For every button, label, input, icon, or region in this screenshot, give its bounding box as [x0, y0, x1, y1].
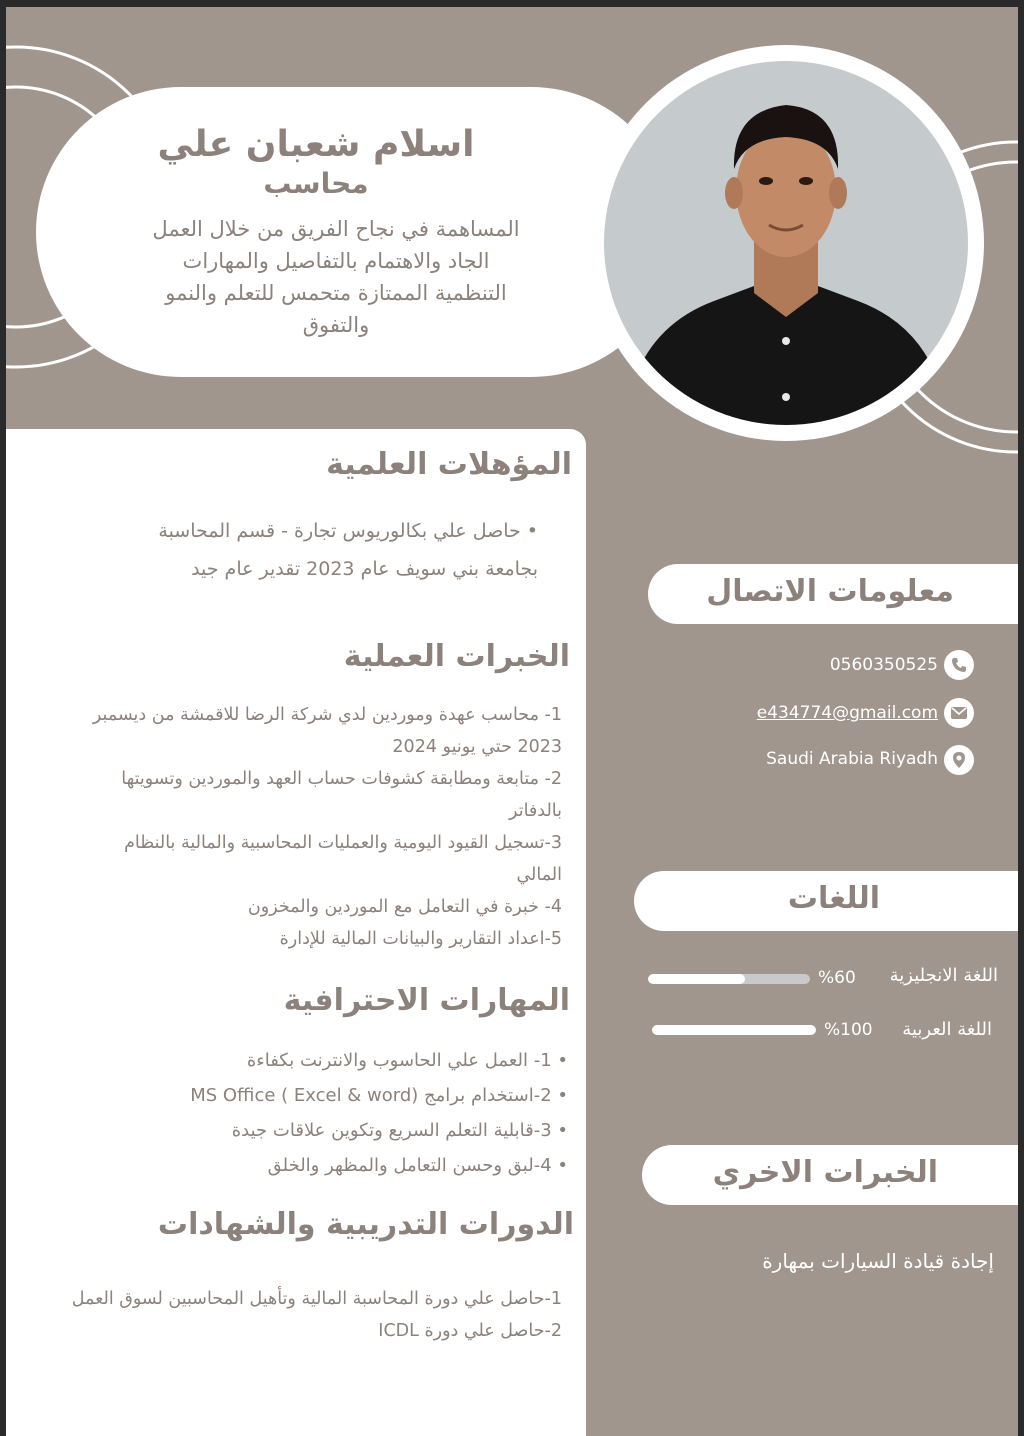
- education-line: بجامعة بني سويف عام 2023 تقدير عام جيد: [191, 558, 538, 580]
- skill-item: • 3-قابلية التعلم السريع وتكوين علاقات جيدة: [231, 1120, 568, 1141]
- email-link[interactable]: e434774@gmail.com: [756, 703, 938, 723]
- education-text: [158, 512, 538, 588]
- experience-line: 2023 حتي يونيو 2024: [392, 737, 562, 757]
- resume-page: [6, 7, 1018, 1436]
- experience-line: 4- خبرة في التعامل مع الموردين والمخزون: [247, 897, 562, 917]
- phone-icon: [944, 650, 974, 680]
- phone-number[interactable]: 0560350525: [829, 655, 938, 675]
- course-line: 2-حاصل علي دورة ICDL: [378, 1321, 562, 1341]
- other-experience-header: [642, 1145, 1018, 1205]
- experience-line: المالي: [516, 865, 562, 885]
- experience-title: الخبرات العملية: [343, 639, 570, 674]
- courses-title: الدورات التدريبية والشهادات: [157, 1207, 574, 1242]
- contact-header: [648, 564, 1018, 624]
- education-title: المؤهلات العلمية: [326, 447, 572, 482]
- skill-item: • 1- العمل علي الحاسوب والانترنت بكفاءة: [246, 1050, 568, 1071]
- skill-item: • 2-استخدام برامج (MS Office ( Excel & word: [190, 1085, 568, 1106]
- skills-title: المهارات الاحترافية: [283, 983, 570, 1018]
- courses-list: [72, 1283, 562, 1347]
- languages-header: [634, 871, 1018, 931]
- skill-item: • 4-لبق وحسن التعامل والمظهر والخلق: [267, 1155, 568, 1176]
- language-label-arabic: اللغة العربية: [902, 1019, 992, 1040]
- contact-title: معلومات الاتصال: [706, 574, 954, 609]
- experience-line: 5-اعداد التقارير والبيانات المالية للإدارة: [279, 929, 562, 949]
- experience-line: 3-تسجيل القيود اليومية والعمليات المحاسبية والمالية بالنظام: [124, 833, 562, 853]
- mail-icon: [944, 698, 974, 728]
- location-text: Saudi Arabia Riyadh: [766, 749, 938, 769]
- summary-line: والتفوق: [302, 313, 370, 337]
- education-line: • حاصل علي بكالوريوس تجارة - قسم المحاسبة: [158, 520, 538, 542]
- language-bar-fill: [652, 1025, 816, 1035]
- course-line: 1-حاصل علي دورة المحاسبة المالية وتأهيل المحاسبين لسوق العمل: [71, 1289, 562, 1309]
- summary-line: التنظمية الممتازة متحمس للتعلم والنمو: [165, 281, 507, 305]
- top-border: [0, 0, 1024, 7]
- other-experience-title: الخبرات الاخري: [712, 1155, 938, 1190]
- summary-line: الجاد والاهتمام بالتفاصيل والمهارات: [182, 249, 490, 273]
- profile-photo: [604, 61, 968, 425]
- language-percent-arabic: %100: [824, 1020, 873, 1040]
- language-bar-arabic: [652, 1025, 816, 1035]
- profile-summary: [116, 213, 556, 341]
- skills-list: [190, 1043, 568, 1183]
- language-label-english: اللغة الانجليزية: [889, 965, 998, 986]
- summary-line: المساهمة في نجاح الفريق من خلال العمل: [152, 217, 520, 241]
- other-experience-text: إجادة قيادة السيارات بمهارة: [762, 1249, 994, 1273]
- job-title: محاسب: [263, 167, 369, 200]
- experience-list: [93, 699, 562, 955]
- language-bar-english: [648, 974, 810, 984]
- person-name: اسلام شعبان علي: [157, 124, 475, 165]
- language-bar-fill: [648, 974, 745, 984]
- location-icon: [944, 745, 974, 775]
- experience-line: 2- متابعة ومطابقة كشوفات حساب العهد والموردين وتسويتها: [121, 769, 562, 789]
- experience-line: 1- محاسب عهدة وموردين لدي شركة الرضا للاقمشة من ديسمبر: [92, 705, 562, 725]
- language-percent-english: %60: [818, 968, 856, 988]
- experience-line: بالدفاتر: [509, 801, 562, 821]
- languages-title: اللغات: [787, 881, 880, 916]
